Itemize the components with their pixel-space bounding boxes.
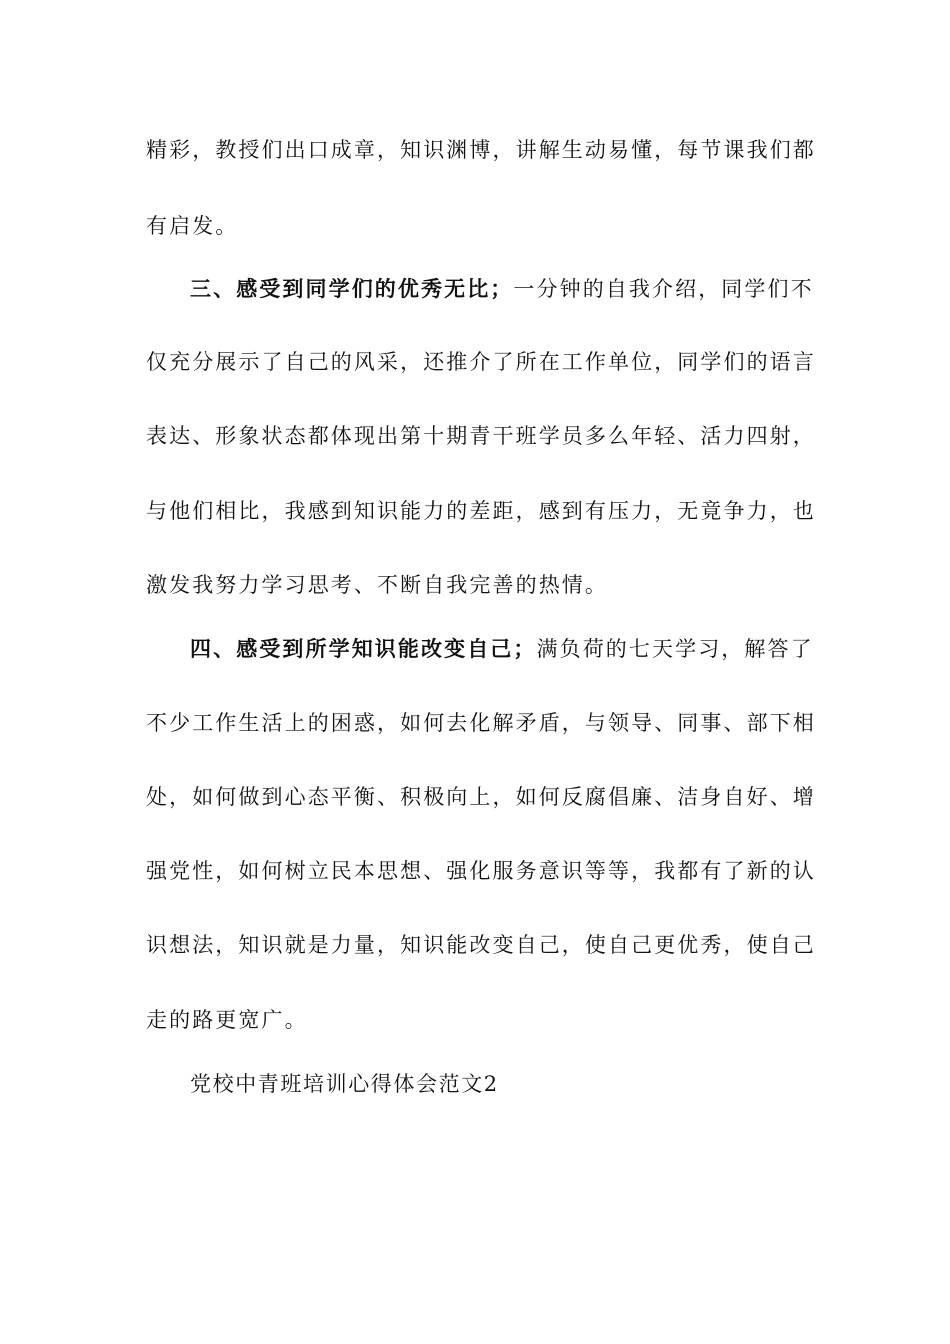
text-line-4: 仅充分展示了自己的风采，还推介了所在工作单位，同学们的语言 [146, 350, 816, 374]
next-article-heading: 党校中青班培训心得体会范文2 [190, 1072, 499, 1096]
text-line-5: 表达、形象状态都体现出第十期青干班学员多么年轻、活力四射， [146, 424, 816, 448]
paragraph-three-first-line [190, 269, 814, 309]
text-line-11: 强党性，如何树立民本思想、强化服务意识等等，我都有了新的认 [146, 859, 816, 883]
text-line-10: 处，如何做到心态平衡、积极向上，如何反腐倡廉、洁身自好、增 [146, 785, 816, 809]
text-line-6: 与他们相比，我感到知识能力的差距，感到有压力，无竟争力，也 [146, 499, 816, 523]
text-line-9: 不少工作生活上的困惑，如何去化解矛盾，与领导、同事、部下相 [146, 711, 816, 735]
text-line-2: 有启发。 [146, 214, 239, 238]
section-four-text: 满负荷的七天学习，解答了 [536, 637, 814, 661]
text-line-12: 识想法，知识就是力量，知识能改变自己，使自己更优秀，使自己 [146, 933, 816, 957]
section-three-text: 一分钟的自我介绍，同学们不 [513, 277, 814, 301]
text-line-13: 走的路更宽广。 [146, 1008, 308, 1032]
section-four-heading: 四、感受到所学知识能改变自己； [190, 636, 537, 661]
text-line-7: 激发我努力学习思考、不断自我完善的热情。 [146, 573, 608, 597]
paragraph-four-first-line [190, 629, 814, 669]
section-three-heading: 三、感受到同学们的优秀无比； [190, 276, 514, 301]
text-line-1: 精彩，教授们出口成章，知识渊博，讲解生动易懂，每节课我们都 [146, 138, 816, 162]
